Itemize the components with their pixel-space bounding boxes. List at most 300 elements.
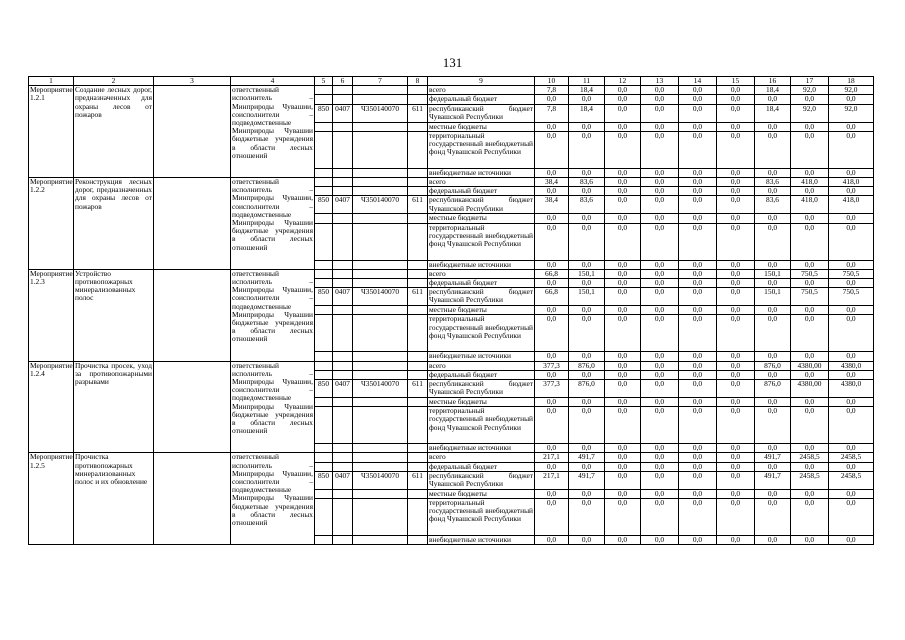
code-cell-grbs <box>315 86 333 95</box>
amount-cell: 0,0 <box>605 269 641 278</box>
amount-cell: 0,0 <box>829 214 874 223</box>
amount-cell: 0,0 <box>605 444 641 453</box>
amount-cell: 418,0 <box>829 178 874 187</box>
empty-cell <box>154 269 231 361</box>
amount-cell: 0,0 <box>605 352 641 361</box>
amount-cell: 2458,5 <box>791 453 829 462</box>
amount-cell: 0,0 <box>641 86 679 95</box>
amount-cell: 0,0 <box>717 131 755 168</box>
amount-cell: 0,0 <box>791 398 829 407</box>
amount-cell: 0,0 <box>641 306 679 315</box>
amount-cell: 0,0 <box>755 122 791 131</box>
funding-source: республиканский бюджет Чувашской Республики <box>429 287 533 305</box>
amount-cell: 150,1 <box>755 269 791 278</box>
code-cell-rzpr <box>333 499 353 536</box>
code-cell-csr <box>353 214 408 223</box>
amount-cell: 0,0 <box>641 122 679 131</box>
amount-cell: 0,0 <box>829 444 874 453</box>
amount-cell: 0,0 <box>535 131 569 168</box>
code-cell-vr <box>408 361 428 370</box>
code-cell-grbs <box>315 168 333 177</box>
amount-cell: 0,0 <box>605 187 641 196</box>
code-cell-csr <box>353 462 408 471</box>
amount-cell: 0,0 <box>569 536 605 545</box>
amount-cell: 0,0 <box>641 223 679 260</box>
amount-cell: 38,4 <box>535 178 569 187</box>
amount-cell: 0,0 <box>641 471 679 489</box>
amount-cell: 0,0 <box>791 499 829 536</box>
funding-source: территориальный государственный внебюджетный фонд Чувашской Республики <box>428 315 535 352</box>
amount-cell: 0,0 <box>829 499 874 536</box>
code-cell-grbs <box>315 444 333 453</box>
code-cell-vr <box>408 86 428 95</box>
amount-cell: 0,0 <box>679 131 717 168</box>
measure-name: Создание лесных дорог, предназначенных для охраны лесов от пожаров <box>74 86 154 178</box>
code-cell-csr: Ч350140070 <box>353 288 408 306</box>
amount-cell: 0,0 <box>679 536 717 545</box>
amount-cell: 0,0 <box>641 380 679 398</box>
empty-cell <box>154 361 231 453</box>
amount-cell: 0,0 <box>717 260 755 269</box>
table-row <box>29 86 874 95</box>
amount-cell: 83,6 <box>569 178 605 187</box>
amount-cell: 0,0 <box>679 95 717 104</box>
code-cell-vr <box>408 131 428 168</box>
amount-cell: 0,0 <box>679 279 717 288</box>
amount-cell: 0,0 <box>641 352 679 361</box>
amount-cell: 0,0 <box>791 462 829 471</box>
amount-cell: 0,0 <box>535 444 569 453</box>
measure-name: Прочистка противопожарных минерализованных полос и их обновление <box>74 453 154 545</box>
funding-source: всего <box>428 178 535 187</box>
amount-cell: 0,0 <box>679 196 717 214</box>
code-cell-vr: 611 <box>408 196 428 214</box>
amount-cell: 876,0 <box>569 380 605 398</box>
code-cell-csr <box>353 489 408 498</box>
amount-cell: 0,0 <box>717 187 755 196</box>
amount-cell: 0,0 <box>717 168 755 177</box>
amount-cell: 0,0 <box>569 398 605 407</box>
amount-cell: 217,1 <box>535 471 569 489</box>
code-cell-csr: Ч350140070 <box>353 471 408 489</box>
amount-cell: 0,0 <box>755 499 791 536</box>
amount-cell: 0,0 <box>605 104 641 122</box>
amount-cell: 0,0 <box>791 131 829 168</box>
amount-cell: 0,0 <box>679 370 717 379</box>
amount-cell: 2458,5 <box>829 453 874 462</box>
code-cell-csr <box>353 499 408 536</box>
funding-source: всего <box>428 361 535 370</box>
amount-cell: 92,0 <box>791 104 829 122</box>
code-cell-vr <box>408 214 428 223</box>
column-number-cell: 9 <box>428 77 535 86</box>
funding-source: всего <box>428 269 535 278</box>
amount-cell: 0,0 <box>641 104 679 122</box>
amount-cell: 0,0 <box>717 489 755 498</box>
code-cell-vr <box>408 407 428 444</box>
amount-cell: 4380,0 <box>829 380 874 398</box>
amount-cell: 0,0 <box>569 489 605 498</box>
amount-cell: 0,0 <box>605 462 641 471</box>
code-cell-csr <box>353 178 408 187</box>
amount-cell: 0,0 <box>679 315 717 352</box>
amount-cell: 7,8 <box>535 86 569 95</box>
code-cell-grbs <box>315 306 333 315</box>
amount-cell: 0,0 <box>569 499 605 536</box>
code-cell-csr <box>353 269 408 278</box>
amount-cell: 0,0 <box>641 214 679 223</box>
column-number-cell: 7 <box>353 77 408 86</box>
code-cell-rzpr: 0407 <box>333 471 353 489</box>
amount-cell: 0,0 <box>679 499 717 536</box>
amount-cell: 66,8 <box>535 288 569 306</box>
amount-cell: 0,0 <box>605 407 641 444</box>
code-cell-rzpr <box>333 398 353 407</box>
amount-cell: 0,0 <box>755 260 791 269</box>
column-number-cell: 8 <box>408 77 428 86</box>
amount-cell: 750,5 <box>829 288 874 306</box>
amount-cell: 0,0 <box>791 444 829 453</box>
amount-cell: 0,0 <box>679 269 717 278</box>
funding-source: внебюджетные источники <box>428 444 535 453</box>
amount-cell: 0,0 <box>641 279 679 288</box>
code-cell-rzpr <box>333 178 353 187</box>
amount-cell: 0,0 <box>569 462 605 471</box>
column-number-row <box>29 77 874 86</box>
amount-cell: 0,0 <box>535 187 569 196</box>
amount-cell: 0,0 <box>717 122 755 131</box>
code-cell-rzpr <box>333 407 353 444</box>
amount-cell: 0,0 <box>569 131 605 168</box>
amount-cell: 0,0 <box>641 398 679 407</box>
amount-cell: 83,6 <box>569 196 605 214</box>
amount-cell: 0,0 <box>535 398 569 407</box>
code-cell-csr <box>353 306 408 315</box>
funding-source: республиканский бюджет Чувашской Республики <box>429 195 533 213</box>
amount-cell: 0,0 <box>829 370 874 379</box>
code-cell-csr <box>353 315 408 352</box>
amount-cell: 0,0 <box>791 352 829 361</box>
amount-cell: 491,7 <box>569 471 605 489</box>
amount-cell: 4380,00 <box>791 380 829 398</box>
code-cell-csr <box>353 361 408 370</box>
funding-source: местные бюджеты <box>428 122 535 131</box>
code-cell-rzpr <box>333 370 353 379</box>
amount-cell: 0,0 <box>791 214 829 223</box>
amount-cell: 0,0 <box>717 279 755 288</box>
amount-cell: 150,1 <box>755 288 791 306</box>
code-cell-csr <box>353 536 408 545</box>
amount-cell: 4380,0 <box>829 361 874 370</box>
amount-cell: 0,0 <box>717 86 755 95</box>
code-cell-grbs: 850 <box>315 471 333 489</box>
funding-source: республиканский бюджет Чувашской Республики <box>429 379 533 397</box>
code-cell-rzpr <box>333 95 353 104</box>
amount-cell: 0,0 <box>569 352 605 361</box>
amount-cell: 0,0 <box>829 131 874 168</box>
code-cell-csr <box>353 352 408 361</box>
column-number-cell: 15 <box>717 77 755 86</box>
amount-cell: 0,0 <box>755 536 791 545</box>
code-cell-grbs: 850 <box>315 104 333 122</box>
code-cell-vr <box>408 306 428 315</box>
amount-cell: 0,0 <box>829 187 874 196</box>
amount-cell: 217,1 <box>535 453 569 462</box>
measure-kind: Мероприятие 1.2.3 <box>29 269 74 361</box>
code-cell-rzpr <box>333 86 353 95</box>
funding-source: территориальный государственный внебюджетный фонд Чувашской Республики <box>428 407 535 444</box>
amount-cell: 0,0 <box>791 168 829 177</box>
funding-source: федеральный бюджет <box>428 279 535 288</box>
amount-cell: 0,0 <box>755 315 791 352</box>
table-row <box>29 453 874 462</box>
amount-cell: 0,0 <box>791 122 829 131</box>
amount-cell: 0,0 <box>755 370 791 379</box>
funding-source: федеральный бюджет <box>428 95 535 104</box>
amount-cell: 0,0 <box>717 370 755 379</box>
amount-cell: 0,0 <box>829 306 874 315</box>
amount-cell: 0,0 <box>829 315 874 352</box>
amount-cell: 0,0 <box>679 462 717 471</box>
code-cell-grbs <box>315 279 333 288</box>
amount-cell: 0,0 <box>791 536 829 545</box>
amount-cell: 0,0 <box>717 104 755 122</box>
amount-cell: 418,0 <box>791 196 829 214</box>
measure-kind: Мероприятие 1.2.4 <box>29 361 74 453</box>
code-cell-grbs <box>315 352 333 361</box>
funding-source: внебюджетные источники <box>428 260 535 269</box>
amount-cell: 0,0 <box>755 407 791 444</box>
amount-cell: 0,0 <box>717 315 755 352</box>
code-cell-csr: Ч350140070 <box>353 380 408 398</box>
amount-cell: 0,0 <box>641 370 679 379</box>
amount-cell: 0,0 <box>641 462 679 471</box>
amount-cell: 0,0 <box>717 407 755 444</box>
amount-cell: 0,0 <box>641 444 679 453</box>
code-cell-rzpr <box>333 462 353 471</box>
funding-source: территориальный государственный внебюджетный фонд Чувашской Республики <box>428 223 535 260</box>
column-number-cell: 16 <box>755 77 791 86</box>
amount-cell: 0,0 <box>717 361 755 370</box>
amount-cell: 66,8 <box>535 269 569 278</box>
column-number-cell: 11 <box>569 77 605 86</box>
code-cell-rzpr: 0407 <box>333 380 353 398</box>
code-cell-rzpr <box>333 269 353 278</box>
code-cell-grbs <box>315 178 333 187</box>
amount-cell: 0,0 <box>679 260 717 269</box>
table-row <box>29 178 874 187</box>
column-number-cell: 1 <box>29 77 74 86</box>
code-cell-rzpr <box>333 260 353 269</box>
empty-cell <box>154 178 231 270</box>
amount-cell: 0,0 <box>569 306 605 315</box>
code-cell-grbs <box>315 131 333 168</box>
amount-cell: 0,0 <box>605 288 641 306</box>
amount-cell: 0,0 <box>755 352 791 361</box>
empty-cell <box>154 453 231 545</box>
amount-cell: 0,0 <box>755 279 791 288</box>
amount-cell: 0,0 <box>535 306 569 315</box>
amount-cell: 0,0 <box>755 462 791 471</box>
code-cell-vr <box>408 260 428 269</box>
amount-cell: 0,0 <box>641 187 679 196</box>
funding-source: внебюджетные источники <box>428 352 535 361</box>
code-cell-grbs <box>315 122 333 131</box>
amount-cell: 0,0 <box>791 306 829 315</box>
code-cell-csr: Ч350140070 <box>353 104 408 122</box>
code-cell-grbs <box>315 223 333 260</box>
code-cell-rzpr <box>333 361 353 370</box>
amount-cell: 0,0 <box>605 380 641 398</box>
code-cell-vr <box>408 352 428 361</box>
amount-cell: 0,0 <box>829 462 874 471</box>
amount-cell: 0,0 <box>829 122 874 131</box>
amount-cell: 0,0 <box>679 104 717 122</box>
code-cell-csr <box>353 131 408 168</box>
amount-cell: 18,4 <box>569 104 605 122</box>
code-cell-vr <box>408 223 428 260</box>
amount-cell: 0,0 <box>605 370 641 379</box>
amount-cell: 0,0 <box>717 499 755 536</box>
code-cell-csr <box>353 398 408 407</box>
amount-cell: 0,0 <box>605 453 641 462</box>
column-number-cell: 10 <box>535 77 569 86</box>
code-cell-csr <box>353 95 408 104</box>
funding-source: федеральный бюджет <box>428 370 535 379</box>
amount-cell: 0,0 <box>569 223 605 260</box>
amount-cell: 0,0 <box>535 168 569 177</box>
code-cell-rzpr <box>333 131 353 168</box>
amount-cell: 0,0 <box>569 315 605 352</box>
amount-cell: 0,0 <box>829 407 874 444</box>
responsible-executor: ответственный исполнитель – Минприроды Чувашии, соисполнители – подведомственные Минприроды Чувашии бюджетные учреждения в области лесных отношений <box>231 269 315 361</box>
column-number-cell: 13 <box>641 77 679 86</box>
amount-cell: 0,0 <box>605 214 641 223</box>
amount-cell: 750,5 <box>791 269 829 278</box>
amount-cell: 0,0 <box>641 361 679 370</box>
code-cell-csr <box>353 86 408 95</box>
amount-cell: 0,0 <box>679 178 717 187</box>
amount-cell: 83,6 <box>755 178 791 187</box>
funding-source: местные бюджеты <box>428 306 535 315</box>
code-cell-grbs <box>315 260 333 269</box>
code-cell-grbs <box>315 370 333 379</box>
amount-cell: 0,0 <box>755 131 791 168</box>
code-cell-grbs <box>315 398 333 407</box>
amount-cell: 0,0 <box>717 352 755 361</box>
amount-cell: 0,0 <box>679 407 717 444</box>
code-cell-vr <box>408 269 428 278</box>
amount-cell: 0,0 <box>717 214 755 223</box>
amount-cell: 0,0 <box>605 196 641 214</box>
code-cell-rzpr <box>333 489 353 498</box>
amount-cell: 0,0 <box>605 471 641 489</box>
measure-kind: Мероприятие 1.2.2 <box>29 178 74 270</box>
amount-cell: 0,0 <box>829 95 874 104</box>
amount-cell: 18,4 <box>755 86 791 95</box>
amount-cell: 0,0 <box>569 407 605 444</box>
amount-cell: 92,0 <box>829 104 874 122</box>
code-cell-vr <box>408 279 428 288</box>
amount-cell: 0,0 <box>641 489 679 498</box>
amount-cell: 0,0 <box>829 536 874 545</box>
budget-table <box>28 76 874 545</box>
amount-cell: 0,0 <box>829 260 874 269</box>
amount-cell: 92,0 <box>829 86 874 95</box>
code-cell-grbs <box>315 499 333 536</box>
amount-cell: 0,0 <box>717 453 755 462</box>
amount-cell: 0,0 <box>605 178 641 187</box>
amount-cell: 0,0 <box>569 260 605 269</box>
code-cell-csr <box>353 444 408 453</box>
amount-cell: 150,1 <box>569 269 605 278</box>
amount-cell: 0,0 <box>829 398 874 407</box>
amount-cell: 0,0 <box>755 444 791 453</box>
amount-cell: 0,0 <box>791 95 829 104</box>
code-cell-grbs <box>315 269 333 278</box>
amount-cell: 750,5 <box>829 269 874 278</box>
code-cell-rzpr <box>333 315 353 352</box>
code-cell-rzpr <box>333 453 353 462</box>
funding-source: всего <box>428 86 535 95</box>
page-number: 131 <box>442 55 463 70</box>
code-cell-rzpr: 0407 <box>333 104 353 122</box>
column-number-cell: 12 <box>605 77 641 86</box>
responsible-executor: ответственный исполнитель – Минприроды Чувашии, соисполнители – подведомственные Минприроды Чувашии бюджетные учреждения в области лесных отношений <box>231 361 315 453</box>
amount-cell: 0,0 <box>679 444 717 453</box>
column-number-cell: 17 <box>791 77 829 86</box>
code-cell-vr: 611 <box>408 380 428 398</box>
amount-cell: 0,0 <box>829 489 874 498</box>
funding-source: территориальный государственный внебюджетный фонд Чувашской Республики <box>428 131 535 168</box>
amount-cell: 0,0 <box>641 196 679 214</box>
code-cell-grbs <box>315 462 333 471</box>
code-cell-grbs <box>315 361 333 370</box>
code-cell-grbs: 850 <box>315 380 333 398</box>
column-number-cell: 3 <box>154 77 231 86</box>
amount-cell: 0,0 <box>717 95 755 104</box>
amount-cell: 491,7 <box>569 453 605 462</box>
code-cell-vr <box>408 178 428 187</box>
amount-cell: 83,6 <box>755 196 791 214</box>
amount-cell: 0,0 <box>641 499 679 536</box>
amount-cell: 0,0 <box>679 361 717 370</box>
funding-source: внебюджетные источники <box>428 168 535 177</box>
code-cell-grbs <box>315 214 333 223</box>
amount-cell: 0,0 <box>717 444 755 453</box>
amount-cell: 18,4 <box>755 104 791 122</box>
amount-cell: 0,0 <box>755 223 791 260</box>
amount-cell: 0,0 <box>641 178 679 187</box>
amount-cell: 0,0 <box>641 168 679 177</box>
amount-cell: 0,0 <box>535 95 569 104</box>
amount-cell: 0,0 <box>829 279 874 288</box>
code-cell-rzpr <box>333 214 353 223</box>
amount-cell: 0,0 <box>605 260 641 269</box>
code-cell-csr <box>353 453 408 462</box>
code-cell-csr: Ч350140070 <box>353 196 408 214</box>
column-number-cell: 14 <box>679 77 717 86</box>
amount-cell: 0,0 <box>605 86 641 95</box>
amount-cell: 0,0 <box>717 196 755 214</box>
funding-source: федеральный бюджет <box>428 187 535 196</box>
amount-cell: 0,0 <box>829 168 874 177</box>
amount-cell: 0,0 <box>641 95 679 104</box>
code-cell-grbs <box>315 407 333 444</box>
amount-cell: 0,0 <box>717 380 755 398</box>
code-cell-grbs <box>315 187 333 196</box>
amount-cell: 0,0 <box>605 398 641 407</box>
